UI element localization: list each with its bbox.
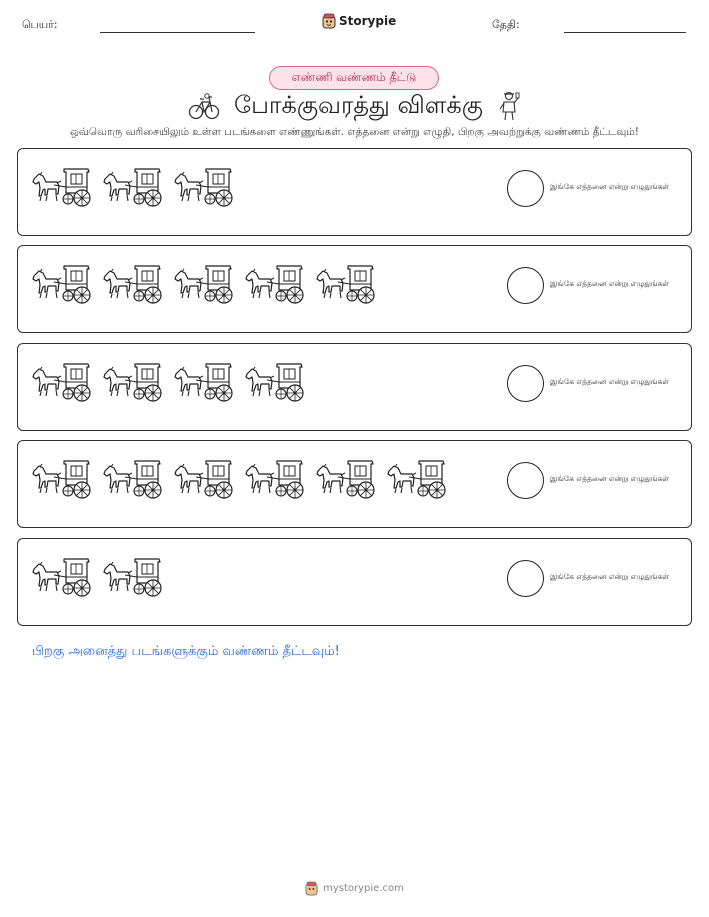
horse-carriage-icon[interactable]: [30, 360, 94, 408]
carriage-group: [30, 457, 449, 505]
name-label: பெயர்:: [22, 18, 58, 31]
horse-carriage-icon[interactable]: [243, 360, 307, 408]
carriage-group: [30, 165, 236, 213]
answer-circle[interactable]: [507, 560, 544, 597]
answer-hint: இங்கே எத்தனை என்று எழுதுங்கள்: [550, 474, 670, 483]
instructions: ஒவ்வொரு வரிசையிலும் உள்ள படங்களை எண்ணுங்கள். எத்தனை என்று எழுதி, பிறகு அவற்றுக்கு வண்ணம் தீட்டவும்!: [70, 126, 639, 138]
name-line[interactable]: [100, 32, 255, 33]
count-row: [17, 245, 692, 333]
horse-carriage-icon[interactable]: [314, 457, 378, 505]
count-row: [17, 538, 692, 626]
horse-carriage-icon[interactable]: [101, 165, 165, 213]
answer-hint: இங்கே எத்தனை என்று எழுதுங்கள்: [550, 572, 670, 581]
answer-circle[interactable]: [507, 170, 544, 207]
horse-carriage-icon[interactable]: [172, 457, 236, 505]
answer-hint: இங்கே எத்தனை என்று எழுதுங்கள்: [550, 377, 670, 386]
horse-carriage-icon[interactable]: [243, 457, 307, 505]
carriage-group: [30, 360, 307, 408]
horse-carriage-icon[interactable]: [101, 555, 165, 603]
horse-carriage-icon[interactable]: [385, 457, 449, 505]
storypie-mascot-icon: [322, 13, 336, 29]
horse-carriage-icon[interactable]: [30, 262, 94, 310]
horse-carriage-icon[interactable]: [101, 360, 165, 408]
date-line[interactable]: [564, 32, 686, 33]
horse-carriage-icon[interactable]: [314, 262, 378, 310]
answer-hint: இங்கே எத்தனை என்று எழுதுங்கள்: [550, 279, 670, 288]
site-footer: [0, 881, 709, 896]
footer-note: பிறகு அனைத்து படங்களுக்கும் வண்ணம் தீட்டவும்!: [32, 644, 340, 659]
traffic-officer-icon: [497, 90, 521, 122]
answer-circle[interactable]: [507, 267, 544, 304]
horse-carriage-icon[interactable]: [243, 262, 307, 310]
carriage-group: [30, 262, 378, 310]
brand-logo: [322, 13, 396, 29]
horse-carriage-icon[interactable]: [30, 165, 94, 213]
bicycle-icon: [188, 91, 220, 121]
brand-name: Storypie: [339, 14, 397, 28]
horse-carriage-icon[interactable]: [30, 555, 94, 603]
count-row: [17, 440, 692, 528]
horse-carriage-icon[interactable]: [101, 262, 165, 310]
site-url: mystorypie.com: [323, 883, 404, 894]
carriage-group: [30, 555, 165, 603]
date-label: தேதி:: [492, 18, 520, 31]
horse-carriage-icon[interactable]: [172, 262, 236, 310]
answer-circle[interactable]: [507, 462, 544, 499]
answer-hint: இங்கே எத்தனை என்று எழுதுங்கள்: [550, 182, 670, 191]
horse-carriage-icon[interactable]: [30, 457, 94, 505]
page-title: போக்குவரத்து விளக்கு: [234, 90, 483, 119]
count-row: [17, 148, 692, 236]
title-row: [0, 88, 709, 124]
storypie-mascot-icon: [305, 881, 318, 896]
horse-carriage-icon[interactable]: [172, 165, 236, 213]
count-row: [17, 343, 692, 431]
answer-circle[interactable]: [507, 365, 544, 402]
activity-badge: எண்ணி வண்ணம் தீட்டு: [269, 66, 439, 90]
horse-carriage-icon[interactable]: [101, 457, 165, 505]
horse-carriage-icon[interactable]: [172, 360, 236, 408]
